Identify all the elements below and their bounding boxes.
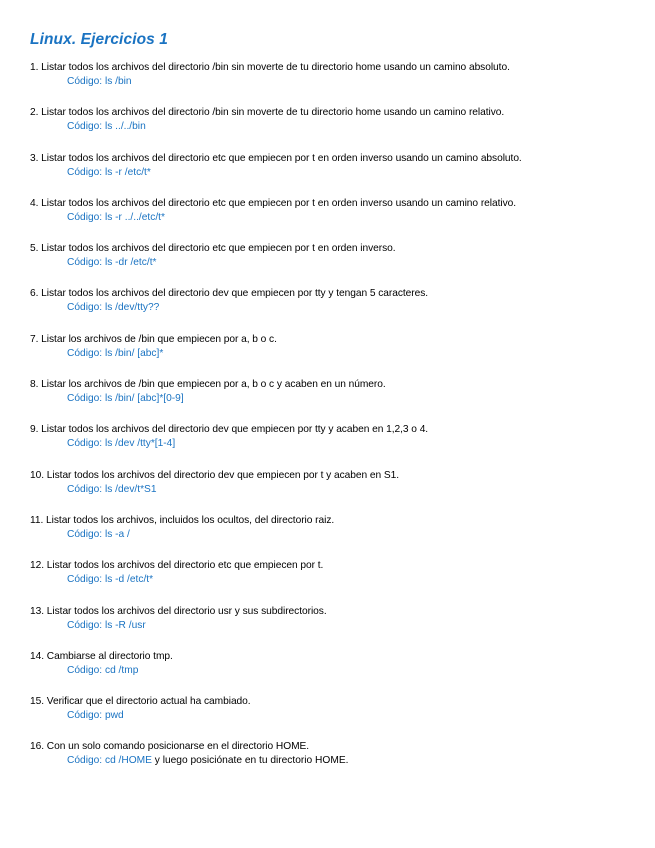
list-item [30, 61, 640, 106]
exercise-question: 1. Listar todos los archivos del directorio /bin sin moverte de tu directorio home usando un camino absoluto. [30, 62, 510, 73]
exercise-answer [67, 211, 640, 225]
exercise-answer [67, 528, 640, 542]
list-item [30, 740, 640, 785]
code-label: Código: [67, 393, 103, 405]
code-label: Código: [67, 574, 103, 586]
exercise-answer [67, 664, 640, 678]
code-label: Código: [67, 257, 103, 269]
exercise-question: 4. Listar todos los archivos del directorio etc que empiecen por t en orden inverso usando un camino relativo. [30, 197, 517, 209]
code-suffix: y luego posiciónate en tu directorio HOME. [151, 755, 349, 767]
code-label: Código: [67, 438, 103, 450]
list-item [30, 695, 640, 740]
exercise-answer [67, 573, 640, 587]
code-label: Código: [67, 755, 103, 767]
code-label: Código: [67, 528, 103, 540]
page-title: Linux. Ejercicios 1 [30, 31, 169, 48]
exercise-question: 9. Listar todos los archivos del directorio dev que empiecen por tty y acaben en 1,2,3 o 4. [30, 424, 429, 436]
code-value: ls ../../bin [104, 121, 146, 133]
exercise-answer [67, 392, 640, 406]
exercise-answer [67, 483, 640, 497]
code-label: Código: [67, 710, 103, 722]
code-value: ls -R /usr [104, 619, 146, 631]
code-value: cd /tmp [104, 664, 139, 676]
exercise-answer [67, 256, 640, 270]
code-value: pwd [104, 710, 124, 722]
list-item [30, 378, 640, 423]
list-item [30, 152, 640, 197]
list-item [30, 559, 640, 604]
exercise-question: 12. Listar todos los archivos del directorio etc que empiecen por t. [30, 560, 324, 572]
exercise-question: 6. Listar todos los archivos del directorio dev que empiecen por tty y tengan 5 caracteres. [30, 288, 429, 300]
exercise-answer [67, 619, 640, 633]
code-value: ls /bin [104, 76, 132, 87]
list-item [30, 106, 640, 151]
code-label: Código: [67, 76, 103, 87]
list-item [30, 197, 640, 242]
code-value: ls -r ../../etc/t* [104, 211, 165, 223]
code-value: ls /dev/tty?? [104, 302, 160, 314]
code-label: Código: [67, 211, 103, 223]
code-value: cd /HOME [104, 755, 152, 767]
exercise-question: 10. Listar todos los archivos del directorio dev que empiecen por t y acaben en S1. [30, 469, 400, 481]
code-value: ls /bin/ [abc]*[0-9] [104, 393, 184, 405]
list-item [30, 242, 640, 287]
code-label: Código: [67, 619, 103, 631]
exercise-question: 3. Listar todos los archivos del directorio etc que empiecen por t en orden inverso usando un camino absoluto. [30, 152, 522, 164]
exercise-question: 13. Listar todos los archivos del directorio usr y sus subdirectorios. [30, 605, 327, 617]
exercise-answer [67, 347, 640, 361]
code-label: Código: [67, 347, 103, 359]
code-value: ls -d /etc/t* [104, 574, 154, 586]
list-item [30, 514, 640, 559]
exercise-answer [67, 754, 640, 768]
exercise-list [30, 61, 640, 786]
exercise-answer [67, 75, 640, 89]
exercise-answer [67, 120, 640, 134]
list-item [30, 287, 640, 332]
list-item [30, 423, 640, 468]
list-item [30, 469, 640, 514]
exercise-question: 14. Cambiarse al directorio tmp. [30, 650, 173, 662]
exercise-answer [67, 437, 640, 451]
code-label: Código: [67, 166, 103, 178]
code-label: Código: [67, 121, 103, 133]
code-label: Código: [67, 302, 103, 314]
code-value: ls /dev /tty*[1-4] [104, 438, 176, 450]
code-value: ls -a / [104, 528, 130, 540]
code-value: ls /bin/ [abc]* [104, 347, 164, 359]
code-value: ls -dr /etc/t* [104, 257, 157, 269]
exercise-question: 15. Verificar que el directorio actual ha cambiado. [30, 696, 251, 708]
exercise-answer [67, 709, 640, 723]
list-item [30, 605, 640, 650]
exercise-question: 2. Listar todos los archivos del directorio /bin sin moverte de tu directorio home usando un camino relativo. [30, 107, 505, 119]
exercise-question: 8. Listar los archivos de /bin que empiecen por a, b o c y acaben en un número. [30, 379, 386, 391]
code-value: ls /dev/t*S1 [104, 483, 157, 495]
list-item [30, 650, 640, 695]
code-label: Código: [67, 664, 103, 676]
exercise-question: 11. Listar todos los archivos, incluidos los ocultos, del directorio raiz. [30, 514, 335, 526]
code-value: ls -r /etc/t* [104, 166, 151, 178]
exercise-question: 7. Listar los archivos de /bin que empiecen por a, b o c. [30, 333, 277, 345]
exercise-question: 5. Listar todos los archivos del directorio etc que empiecen por t en orden inverso. [30, 243, 396, 255]
exercise-question: 16. Con un solo comando posicionarse en el directorio HOME. [30, 741, 310, 753]
code-label: Código: [67, 483, 103, 495]
exercise-answer [67, 166, 640, 180]
exercise-answer [67, 301, 640, 315]
list-item [30, 333, 640, 378]
